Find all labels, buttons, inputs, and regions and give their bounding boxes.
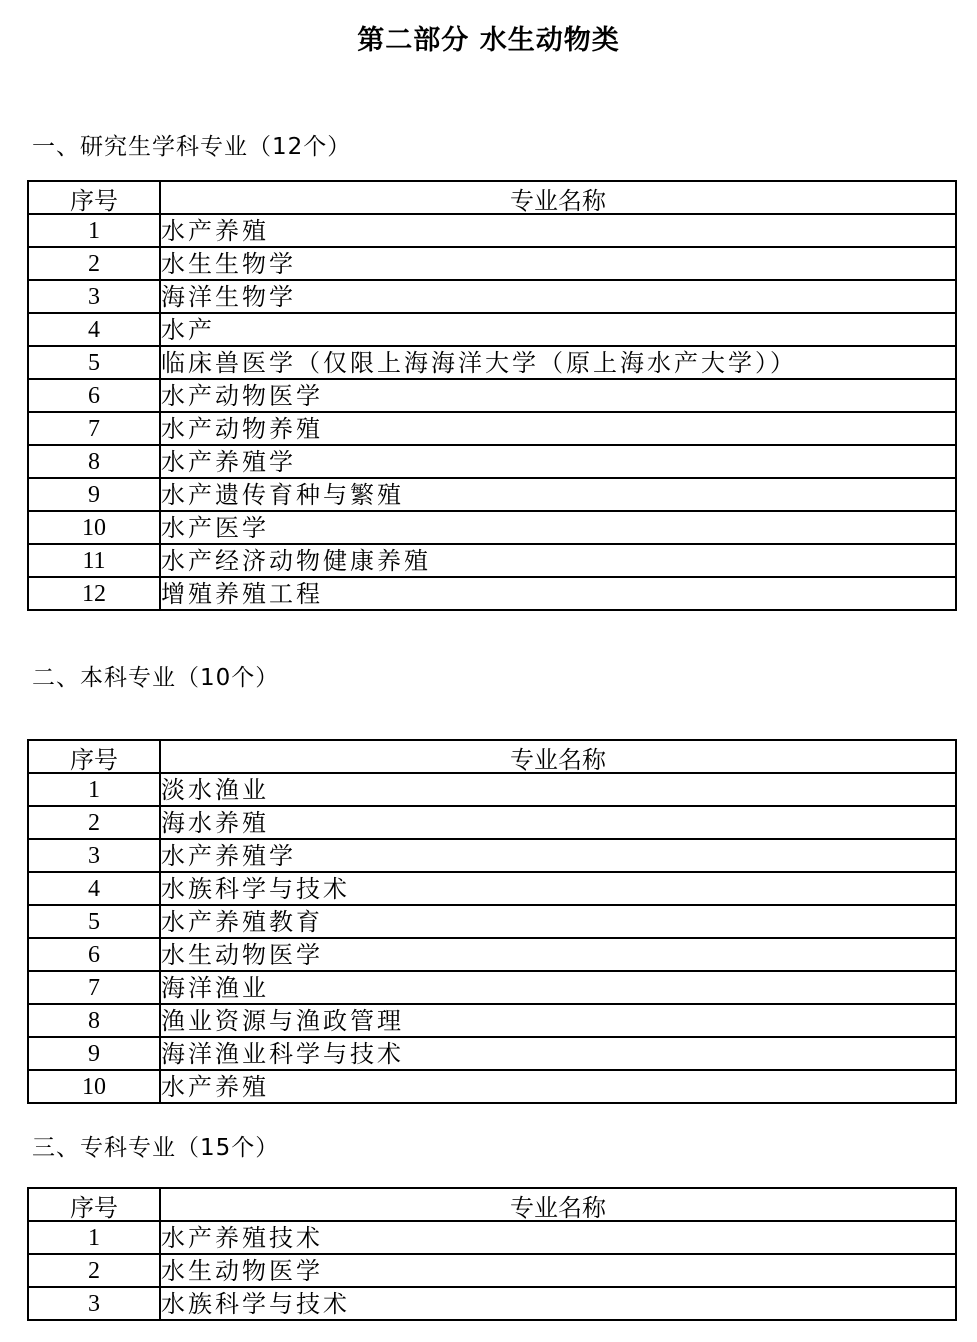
major-name: 海洋生物学 xyxy=(160,280,956,313)
major-name: 水产医学 xyxy=(160,511,956,544)
row-number: 3 xyxy=(28,280,160,313)
major-name: 淡水渔业 xyxy=(160,773,956,806)
major-name: 海洋渔业 xyxy=(160,971,956,1004)
column-header-number: 序号 xyxy=(28,740,160,773)
row-number: 6 xyxy=(28,938,160,971)
major-name: 水族科学与技术 xyxy=(160,1287,956,1320)
row-number: 2 xyxy=(28,1254,160,1287)
table-row xyxy=(28,971,956,1004)
undergraduate-majors-table xyxy=(27,739,957,1104)
table-row xyxy=(28,412,956,445)
row-number: 7 xyxy=(28,971,160,1004)
junior-college-majors-table xyxy=(27,1187,957,1321)
row-number: 9 xyxy=(28,1037,160,1070)
table-row xyxy=(28,1221,956,1254)
table-row xyxy=(28,511,956,544)
major-name: 渔业资源与渔政管理 xyxy=(160,1004,956,1037)
major-name: 海洋渔业科学与技术 xyxy=(160,1037,956,1070)
section-heading-graduate: 一、研究生学科专业（12个） xyxy=(32,134,352,160)
major-name: 水产养殖学 xyxy=(160,839,956,872)
row-number: 12 xyxy=(28,577,160,610)
row-number: 4 xyxy=(28,313,160,346)
table-row xyxy=(28,773,956,806)
column-header-number: 序号 xyxy=(28,1188,160,1221)
table-row xyxy=(28,313,956,346)
table-header-row xyxy=(28,740,956,773)
table-row xyxy=(28,872,956,905)
table-row xyxy=(28,1070,956,1103)
major-name: 水产经济动物健康养殖 xyxy=(160,544,956,577)
row-number: 7 xyxy=(28,412,160,445)
row-number: 11 xyxy=(28,544,160,577)
table-row xyxy=(28,1254,956,1287)
major-name: 水生动物医学 xyxy=(160,1254,956,1287)
row-number: 9 xyxy=(28,478,160,511)
table-row xyxy=(28,938,956,971)
section-heading-junior-college: 三、专科专业（15个） xyxy=(32,1135,280,1161)
major-name: 水生生物学 xyxy=(160,247,956,280)
major-name: 水产 xyxy=(160,313,956,346)
table-row xyxy=(28,247,956,280)
major-name: 海水养殖 xyxy=(160,806,956,839)
table-row xyxy=(28,544,956,577)
column-header-number: 序号 xyxy=(28,181,160,214)
major-name: 水产遗传育种与繁殖 xyxy=(160,478,956,511)
table-header-row xyxy=(28,181,956,214)
row-number: 8 xyxy=(28,445,160,478)
major-name: 水生动物医学 xyxy=(160,938,956,971)
major-name: 水产养殖技术 xyxy=(160,1221,956,1254)
graduate-majors-table xyxy=(27,180,957,611)
row-number: 4 xyxy=(28,872,160,905)
row-number: 10 xyxy=(28,1070,160,1103)
column-header-major-name: 专业名称 xyxy=(160,1188,956,1221)
column-header-major-name: 专业名称 xyxy=(160,181,956,214)
column-header-major-name: 专业名称 xyxy=(160,740,956,773)
major-name: 水产养殖 xyxy=(160,214,956,247)
major-name: 临床兽医学（仅限上海海洋大学（原上海水产大学）） xyxy=(160,346,956,379)
row-number: 8 xyxy=(28,1004,160,1037)
row-number: 2 xyxy=(28,806,160,839)
row-number: 3 xyxy=(28,839,160,872)
table-row xyxy=(28,577,956,610)
table-row xyxy=(28,1037,956,1070)
major-name: 水产动物医学 xyxy=(160,379,956,412)
major-name: 水产养殖学 xyxy=(160,445,956,478)
row-number: 10 xyxy=(28,511,160,544)
major-name: 增殖养殖工程 xyxy=(160,577,956,610)
table-row xyxy=(28,905,956,938)
table-header-row xyxy=(28,1188,956,1221)
major-name: 水产养殖 xyxy=(160,1070,956,1103)
table-row xyxy=(28,280,956,313)
row-number: 5 xyxy=(28,905,160,938)
table-row xyxy=(28,445,956,478)
row-number: 1 xyxy=(28,773,160,806)
row-number: 1 xyxy=(28,214,160,247)
page-title: 第二部分 水生动物类 xyxy=(357,25,620,56)
major-name: 水族科学与技术 xyxy=(160,872,956,905)
table-row xyxy=(28,806,956,839)
table-row xyxy=(28,839,956,872)
row-number: 3 xyxy=(28,1287,160,1320)
table-row xyxy=(28,1287,956,1320)
major-name: 水产动物养殖 xyxy=(160,412,956,445)
major-name: 水产养殖教育 xyxy=(160,905,956,938)
section-heading-undergraduate: 二、本科专业（10个） xyxy=(32,665,280,691)
row-number: 2 xyxy=(28,247,160,280)
row-number: 5 xyxy=(28,346,160,379)
table-row xyxy=(28,1004,956,1037)
table-row xyxy=(28,346,956,379)
row-number: 1 xyxy=(28,1221,160,1254)
table-row xyxy=(28,478,956,511)
table-row xyxy=(28,214,956,247)
table-row xyxy=(28,379,956,412)
row-number: 6 xyxy=(28,379,160,412)
